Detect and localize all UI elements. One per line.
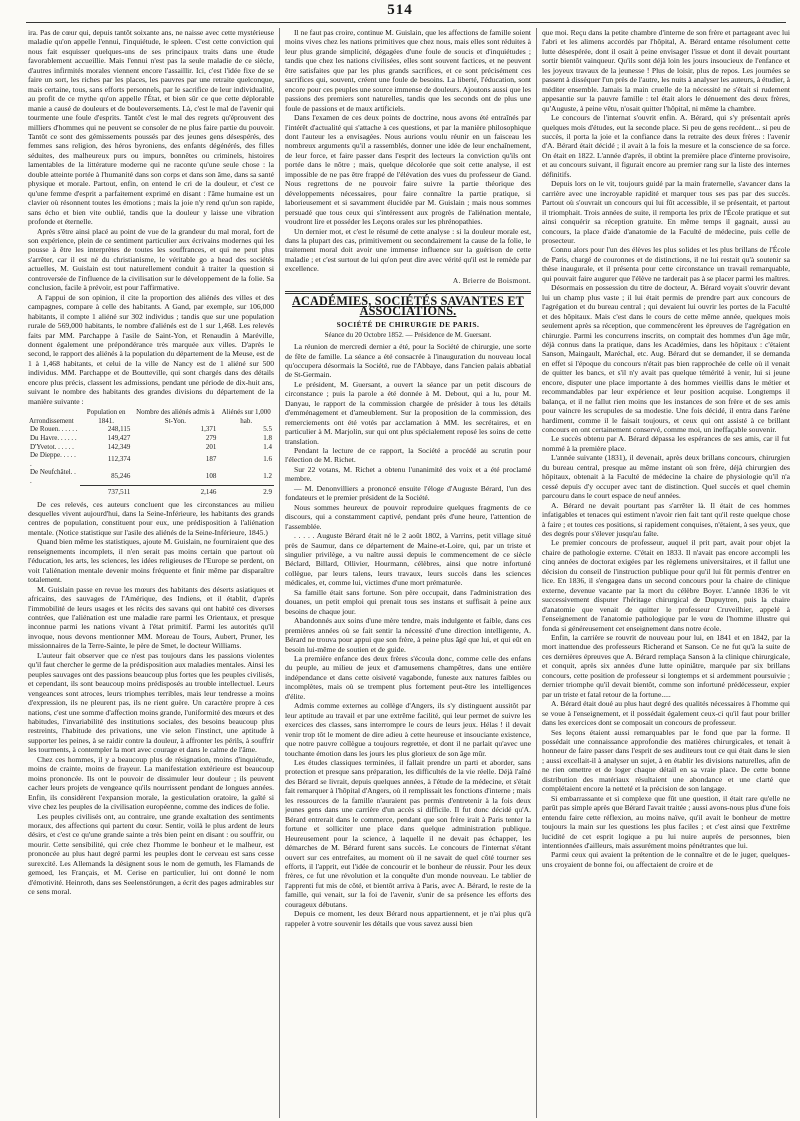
table-cell: 149,427 xyxy=(107,433,131,442)
table-cell: 1,371 xyxy=(200,425,217,434)
table-cell: 1.4 xyxy=(263,442,272,451)
table-cell: 737,511 xyxy=(80,485,132,496)
table-cell: D'Yvetot. . . . . . xyxy=(30,442,74,451)
session-meta: Séance du 20 Octobre 1852. — Présidence de M. Guersant. xyxy=(324,330,492,339)
paragraph: Sur 22 votans, M. Richet a obtenu l'unanimité des voix et a été proclamé membre. xyxy=(285,464,531,484)
paragraph: Chez ces hommes, il y a beaucoup plus de résignation, moins d'inquiétude, moins de crainte, moins de frayeur. La manifestation extérieure est beaucoup moins prononcée. Ils ont le pouvoir de dissimuler leur douleur ; ils peuvent cacher leurs projets de vengeance qu'ils nourrissent pendant de longues années. Enfin, ils considèrent l'expansion morale, la gesticulation oratoire, la gaîté si vive chez les peuples de la civilisation européenne, comme des indices de folie. xyxy=(28,754,274,812)
table-cell: 1.8 xyxy=(263,433,272,442)
paragraph: Dans l'examen de ces deux points de doctrine, nous avons été entraînés par l'intérêt d'actualité qui s'attache à ces questions, et par la manière philosophique dont l'auteur les a envisagées. Nous aurions voulu réunir en un faisceau les nombreux arguments qu'il a rassemblés, donner une idée de leur enchaînement, de leur force, et faire passer dans l'esprit des lecteurs la conviction qu'ils ont portée dans le nôtre ; mais, quelque décolorée que soit cette analyse, il est impossible de ne pas être frappé de l'élévation des vues du professeur de Gand. Nous regrettons de ne pouvoir faire suivre la partie théorique des développements nécessaires, pour faire connaître la partie pratique, si laborieusement et si savamment élucidée par M. Guislain ; mais nous sommes persuadé que tous ceux qui s'intéressent aux progrès de l'aliénation mentale, voudront lire et posséder les Leçons orales sur les phrénopathies. xyxy=(285,113,531,227)
table-cell: De Neufchâtel. . . xyxy=(30,468,76,485)
paragraph: Admis comme externes au collège d'Angers, ils s'y distinguent aussitôt par leur aptitude au travail et par une extrême facilité, qui leur permet de suivre les exercices des classes, sans interrompre le cours de leurs jeux. Hélas ! il devait venir trop tôt le moment de dire adieu à cette heureuse et insouciante existence, que notre pauvre collègue a toujours regrettée, et dont il ne parlait qu'avec une touchante émotion dans les jours les plus glorieux de son âge mûr. xyxy=(285,701,531,758)
paragraph: La réunion de mercredi dernier a été, pour la Société de chirurgie, une sorte de fête de famille. La séance a été consacrée à l'inauguration du nouveau local qu'occupera désormais la Société, rue de l'Abbaye, dans l'ancien palais abbatial de St-Germain. xyxy=(285,342,531,380)
paragraph: Un dernier mot, et c'est le résumé de cette analyse : si la douleur morale est, dans la plupart des cas, primitivement ou secondairement la cause de la folie, le traitement moral doit avoir une immense influence sur la guérison de cette maladie ; et c'est surtout de lui qu'on peut dire avec vérité qu'il est le remède par excellence. xyxy=(285,226,531,274)
paragraph: que moi. Reçu dans la petite chambre d'interne de son frère et partageant avec lui l'abri et les alimens accordés par l'hôpital, A. Bérard entame résolument cette lutte désespérée, dont il osait à peine envisager l'issue et dont il devait pourtant sortir bientôt vainqueur. Qu'ils sont déjà loin les jours insoucieux de l'enfance et les joyeux travaux de la jeunesse ! Plus de loisir, plus de repos. Les journées se passent à disséquer l'un près de l'autre, les nuits à analyser les auteurs, à étudier, à méditer ensemble. Jamais la main cruelle de la nécessité ne s'était si rudement appesantie sur la pauvre famille : tel était alors le dénuement des deux frères, qu'Auguste, à peine vêtu, n'osait quitter l'hôpital, ni même la chambre. xyxy=(542,28,790,113)
paragraph: Si embarrassante et si complexe que fût une question, il était rare qu'elle ne parût pas simple après que Bérard l'avait traitée ; aussi avons-nous plus d'une fois entendu faire cette réflexion, au moins naïve, qu'il avait le bonheur de mettre toujours la main sur les questions les plus faciles ; et c'est ainsi que l'extrême lucidité de cet esprit logique a pu lui nuire auprès de personnes, bien intentionnées d'ailleurs, mais assurément moins pénétrantes que lui. xyxy=(542,793,790,850)
paragraph: Depuis ce moment, les deux Bérard nous appartiennent, et je n'ai plus qu'à rappeler à votre souvenir les détails que vous savez aussi bien xyxy=(285,909,531,928)
table-header-row xyxy=(28,408,274,425)
table-cell: 2,146 xyxy=(132,485,218,496)
paragraph: Enfin, la carrière se rouvrit de nouveau pour lui, en 1841 et en 1842, par la mort inattendue des professeurs Richerand et Sanson. Ce ne fut qu'à la suite de ces dernières épreuves que A. Bérard remplaça Sanson à la clinique chirurgicale, et conquit, après six années d'une lutte opiniâtre, marquée par six brillans concours, cette position de professeur si longtemps et si ardemment poursuivie ; dernier triomphe qu'il devait bientôt, comme son infortuné prédécesseur, expier par un triste et fatal retour de la fortune..... xyxy=(542,633,790,699)
table-cell: 112,374 xyxy=(107,455,131,464)
table-cell: 142,349 xyxy=(107,442,131,451)
table-cell: 2.9 xyxy=(218,485,274,496)
author-signature: A. Brierre de Boismont. xyxy=(452,275,531,285)
table-cell: 1.6 xyxy=(263,455,272,464)
table-row xyxy=(28,425,274,434)
paragraph: A l'appui de son opinion, il cite la proportion des aliénés des villes et des campagnes, compare à celle des habitants. A Gand, par exemple, sur 106,000 habitants, il compte 1 aliéné sur 302 individus ; tandis que sur une population rurale de 569,000 habitants, le nombre d'aliénés est de 1 sur 1,468. Les relevés faits par MM. Parchappe à l'asile de Saint-Yon, et Renaudin à Maréville, donnent également une prépondérance très marquée aux villes. D'après le second, le rapport des aliénés à la population du département de la Meuse, est de 1 à 1,468 habitants, et celui de la ville de Nancy est de 1 aliéné sur 500 individus. MM. Parchappe et de Boutteville, qui sont chargés dans des détails encore plus précis, classent les admissions, pendant une période de dix-huit ans, suivant le nombre des habitants des grandes divisions du département de la manière suivante : xyxy=(28,292,274,406)
paragraph: — M. Denonvilliers a prononcé ensuite l'éloge d'Auguste Bérard, l'un des fondateurs et le premier président de la Société. xyxy=(285,483,531,503)
table-header: Arrondissement xyxy=(29,416,74,425)
paragraph: Nous sommes heureux de pouvoir reproduire quelques fragments de ce discours, qui a constamment captivé, pendant près d'une heure, l'attention de l'assemblée. xyxy=(285,502,531,531)
section-title: ACADÉMIES, SOCIÉTÉS SAVANTES ET ASSOCIATIONS. xyxy=(292,294,524,318)
paragraph: Pendant la lecture de ce rapport, la Société a procédé au scrutin pour l'élection de M. Richet. xyxy=(285,446,531,465)
paragraph: Le président, M. Guersant, a ouvert la séance par un petit discours de circonstance ; puis la parole a été donnée à M. Debout, qui a lu, pour M. Danyau, le rapport de la commission chargée de présider à tous les détails d'emménagement et d'ameublement. Sur la proposition de la commission, des remerciements ont été votés par acclamation à MM. les secrétaires, et en particulier à M. Marjolin, sur qui ont plus spécialement reposé les soins de cette translation. xyxy=(285,379,531,446)
page-number: 514 xyxy=(387,2,413,18)
paragraph: Parmi ceux qui avaient la prétention de le connaître et de le juger, quelques-uns croyaient de bonne foi, ou affectaient de croire et de xyxy=(542,850,790,869)
column-3 xyxy=(542,28,790,1118)
table-row xyxy=(28,451,274,468)
paragraph: Ses leçons étaient aussi remarquables par le fond que par la forme. Il possédait une connaissance approfondie des matières chirurgicales, et tenait à honneur de faire passer dans l'esprit de ses auditeurs tout ce qui était dans le sien ; aussi excellait-il à analyser un sujet, à en établir les divisions naturelles, afin de ne rien omettre et de loger chaque détail en sa vraie place. De cette bonne distribution des matériaux résultaient une abondance et une clarté que complétaient encore la netteté et la précision de son langage. xyxy=(542,727,790,794)
table-cell: 248,115 xyxy=(107,425,131,434)
paragraph: Les peuples civilisés ont, au contraire, une grande exaltation des sentiments moraux, des affections qui partent du cœur. Sentir, voilà le plus ardent de leurs désirs, et c'est ce qu'une grande sainte a très bien peint en disant : ou souffrir, ou mourir. Cette sensibilité, qui crée chez l'homme le bonheur et le malheur, est prononcée au plus haut degré parmi les peuples dont le cerveau est sans cesse surexcité. Les Allemands la désignent sous le nom de gemuth, les Flamands de gemoed, les Français, et M. Cerise en particulier, lui ont donné le nom d'émotivité. Heinroth, dans ses Seelenstörungen, a écrit des pages admirables sur ce sens moral. xyxy=(28,811,274,897)
statistics-table xyxy=(28,408,274,496)
table-header: Nombre des aliénés admis à St-Yon. xyxy=(136,408,215,425)
paragraph: Le succès obtenu par A. Bérard dépassa les espérances de ses amis, car il fut nommé à la première place. xyxy=(542,434,790,453)
table-cell: 279 xyxy=(205,433,217,442)
table-total-row xyxy=(28,485,274,496)
table-cell: 108 xyxy=(205,472,217,481)
paragraph: M. Guislain passe en revue les mœurs des habitants des déserts asiatiques et africains, des sauvages de l'Amérique, des Indiens, et il établit, d'après l'immobilité de leurs usages et les récits des savans qui ont habité ces diverses contrées, que l'aliénation est une maladie rare parmi les Orientaux, et presque inconnue parmi les nations vivant à l'état primitif. Parmi les autorités qu'il invoque, nous devons mentionner MM. Moreau de Tours, Aubert, Pruner, les missionnaires de la Terre-Sainte, le père de Smet, le docteur Williams. xyxy=(28,584,274,651)
paragraph: Les études classiques terminées, il fallait prendre un parti et aborder, sans protection et presque sans préparation, les difficultés de la vie réelle. Déjà l'aîné des Bérard se livrait, depuis quelques années, à l'étude de la médecine, et s'était fait remarquer à l'hôpital d'Angers, où il remplissait les fonctions d'interne ; mais les ressources de la famille n'auraient pas permis d'entretenir à la fois deux jeunes gens dans une carrière d'un accès si difficile. Il fut donc décidé qu'A. Bérard entrerait dans le commerce, pendant que son frère irait à Paris tenter la fortune et solliciter une place dans quelque administration publique. Heureusement pour la science, à laquelle il ne devait pas échapper, les démarches de M. Bérard furent sans succès. Le concours de l'internat s'étant ouvert sur ces entrefaites, au moment où il ne savait de quel côté tourner ses efforts, il l'apprit, eut l'idée de concourir et le bonheur de réussir. Pour les deux frères, ce fut une révolution et la conquête d'un monde nouveau. Le tablier de l'apprenti fut mis de côté, et bientôt arriva à Paris, avec A. Bérard, le reste de la famille, qui venait, sur la foi de l'avenir, s'unir de sa présence les efforts des courageux débutans. xyxy=(285,757,531,909)
paragraph: Connu alors pour l'un des élèves les plus solides et les plus brillans de l'École de Paris, chargé de couronnes et de distinctions, il ne lui restait qu'à soutenir sa thèse inaugurale, et il présenta pour cette circonstance un travail remarquable, qui pouvait faire augurer que l'élève ne tarderait pas à se placer parmi les maîtres. xyxy=(542,245,790,283)
paragraph: Depuis lors on le vit, toujours guidé par la main fraternelle, s'avancer dans la carrière avec une incroyable rapidité et marquer tous ses pas par des succès. Partout où s'ouvrait un concours qui lui fût accessible, il se présentait, et partout il triomphait. Trois années de suite, il remporta les prix de l'École pratique et sut ainsi conquérir sa réception gratuite. En même temps il gagnait, aussi au concours, la place d'aide d'anatomie de la Faculté de médecine, puis celle de prosecteur. xyxy=(542,179,790,245)
table-cell: De Rouen. . . . . . xyxy=(30,425,78,434)
column-divider xyxy=(536,28,537,1118)
table-header: Aliénés sur 1,000 hab. xyxy=(221,408,271,425)
paragraph: ira. Pas de cœur qui, depuis tantôt soixante ans, ne naisse avec cette mystérieuse maladie qu'on appelle l'ennui, l'inquiétude, le spleen. C'est cette conviction qui nous fait esquisser quelques-uns de ses principaux traits dans une étude favorablement accueillie. Mais l'ennui n'est pas la seule maladie de ce siècle, d'autres infirmités morales viennent encore l'assaillir. Ici, c'est l'idée fixe de se faire un sort, les riches par les places, les pauvres par une retraite quelconque, mais certaine, tous, sans efforts personnels, par le sacrifice de leur individualité, au profit de ce mythe qu'on appelle l'État, et bien sûr ce que cette déplorable manie a causé de douleurs et de bouleversements. Là, c'est le mal de l'avenir qui tourmente une foule d'esprits. Tantôt c'est le mal des regrets qu'éprouvent des milliers d'hommes qui ne peuvent se consoler de ne plus faire partie du pouvoir. Tantôt ce sont des gémissements poussés par des jeunes gens désespérés, des femmes sans religion, des héros byroniens, des enfants dégénérés, des filles séduites, des malheureux purs ou impurs, bonnêtes ou criminels, histoires lamentables de la littérature moderne qui ne raconte qu'une seule chose : la double atteinte portée à l'humanité dans son corps et dans son âme, dans sa santé physique et morale. Partout, enfin, on entend le cri de la douleur, et c'est ce qu'une femme d'esprit a parfaitement exprimé en disant : l'âme humaine est un clavier où résonnent toutes les émotions ; mais la joie n'y rend qu'un son rapide, sans écho et bien vite oublié, tandis que la douleur y laisse une vibration profonde et éternelle. xyxy=(28,28,274,227)
section-rule xyxy=(285,291,531,292)
society-title: SOCIÉTÉ DE CHIRURGIE DE PARIS. xyxy=(336,320,480,330)
paragraph: L'année suivante (1831), il devenait, après deux brillans concours, chirurgien du bureau central, presque au même instant où son frère, déjà chirurgien des hôpitaux, obtenait à la Faculté de médecine la chaire de physiologie qu'il n'a cessé depuis d'y occuper avec tant de distinction. Quel succès et quel chemin parcouru dans le court espace de neuf années. xyxy=(542,453,790,501)
paragraph: Il ne faut pas croire, continue M. Guislain, que les affections de famille soient moins vives chez les nations primitives que chez nous, mais elles sont réduites à leur plus grande simplicité, dégagées d'une foule de soucis et d'inquiétudes ; tandis que chez les nations civilisées, elles sont souvent factices, et ne peuvent être satisfaites que par les plus grands sacrifices, et ce sont précisément ces sacrifices qui, souvent, créent une foule de besoins. La liberté, l'éducation, sont encore pour ces peuples une source immense de douleurs. Ajoutons aussi que les passions des premiers sont naturelles, tandis que les seconds ont de plus une foule de passions et de maux artificiels. xyxy=(285,28,531,113)
table-cell: 85,246 xyxy=(111,472,131,481)
table-cell: Du Havre. . . . . . xyxy=(30,433,77,442)
table-cell: 1.2 xyxy=(263,472,272,481)
column-1 xyxy=(28,28,274,1118)
paragraph: A. Bérard ne devait pourtant pas s'arrêter là. Il était de ces hommes infatigables et tenaces qui estiment n'avoir rien fait tant qu'il reste quelque chose à faire ; et toutes ces positions, si rapidement conquises, n'étaient, à ses yeux, que des degrés pour s'élever jusqu'au faîte. xyxy=(542,500,790,539)
paragraph: Désormais en possession du titre de docteur, A. Bérard voyait s'ouvrir devant lui un champ plus vaste ; il lui était permis de prendre part aux concours de l'agrégation et du bureau central ; qui devaient lui ouvrir les portes de la Faculté et des hôpitaux. Mais c'est dans le cours de cette même année, quelques mois seulement après sa réception, que commencèrent les épreuves de l'agrégation en chirurgie. Parmi les concurrens inscrits, on comptait des hommes d'un âge mûr, déjà connus dans la pratique, dans les Académies, dans les hôpitaux : c'étaient Sanson, Maingault, Maréchal, etc. Aug. Bérard dut se demander, il se demanda en effet si l'époque du concours n'était pas bien rapprochée de celle où il venait de quitter les bancs, et s'il n'y avait pas quelque témérité à venir, lui si jeune encore, disputer une place importante à des hommes vieillis dans le métier et recommandables par leur expérience et leur position acquise. Longtemps il balança, et il ne fallut rien moins que les instances de son frère et de ses amis pour vaincre les scrupules de sa modestie. Une fois décidé, il entra dans l'arène hardiment, comme il le faisait toujours, et ceux qui ont assisté à ce brillant concours en ont certainement conservé, comme moi, un ineffaçable souvenir. xyxy=(542,283,790,435)
table-row xyxy=(28,434,274,443)
paragraph: La première enfance des deux frères s'écoula donc, comme celle des enfans du peuple, au milieu de jeux et d'amusemens champêtres, dans une entière indépendance et dans cette oisiveté vagabonde, funeste aux natures faibles ou incomplètes, mais où se trempent plus fortement peut-être les intelligences d'élite. xyxy=(285,654,531,701)
paragraph: De ces relevés, ces auteurs concluent que les circonstances au milieu desquelles vivent aujourd'hui, dans la Seine-Inférieure, les habitants des grands centres de population, constituent pour eux, une prédisposition à l'aliénation mentale. (Notice statistique sur l'asile des aliénés de la Seine-Inférieure, 1845.) xyxy=(28,499,274,537)
paragraph: A. Bérard était doué au plus haut degré des qualités nécessaires à l'homme qui se voue à l'enseignement, et il possédait également ceux-ci qu'il faut pour briller dans les exercices dont se composait un concours de professeur. xyxy=(542,699,790,728)
table-header: Population en 1841. xyxy=(86,408,126,425)
header-rule xyxy=(26,22,786,23)
column-2 xyxy=(285,28,531,1118)
paragraph: Après s'être ainsi placé au point de vue de la grandeur du mal moral, fort de son expérience, plein de ce sentiment particulier aux écrivains modernes qui les pousse à être les interprètes de toutes les souffrances, et qui ne peut plus s'arrêter, car il est né du christianisme, le véritable go a head des sociétés actuelles, M. Guislain est tout naturellement conduit à traiter la question si controversée de l'influence de la civilisation sur le développement de la folie. Sa conclusion, facile à prévoir, est pour l'affirmative. xyxy=(28,226,274,293)
table-cell: 201 xyxy=(205,442,217,451)
table-row xyxy=(28,468,274,485)
paragraph: Abandonnés aux soins d'une mère tendre, mais indulgente et faible, dans ces premières années où se fait sentir la nécessité d'une direction intelligente, A. Bérard ne trouva pour appui que son frère, à peine plus âgé que lui, et qui eût en besoin lui-même de soutien et de guide. xyxy=(285,616,531,654)
paragraph: Le concours de l'internat s'ouvrit enfin. A. Bérard, qui s'y présentait après quelques mois d'études, eut la seconde place. Si peu de gens recédent... si peu de succès, il porta la joie et la confiance dans la retraite des deux frères : l'avenir d'A. Bérard était décidé ; il avait à la fois la mesure et la conscience de sa force. On était en 1822. L'année d'après, il obtint la première place d'interne provisoire, et au concours suivant, il figurait encore au premier rang sur la liste des internes définitifs. xyxy=(542,113,790,179)
table-cell: 5.5 xyxy=(263,425,272,434)
column-divider xyxy=(279,28,280,1118)
paragraph: Le premier concours de professeur, auquel il prit part, avait pour objet la chaire de pathologie externe. C'était en 1833. Il n'avait pas encore accompli les cinq années de doctorat exigées par les règlemens universitaires, et il fallut une décision du conseil de l'instruction publique pour qu'il lui fût permis d'entrer en lice. En 1836, il s'engagea dans un second concours pour la chaire de clinique externe, devenue vacante par la mort du célèbre Boyer. L'année 1836 le vit successivement disputer l'héritage chirurgical de Dupuytren, puis la chaire d'anatomie que venait de quitter le professeur Cruveilhier, appelé à l'enseignement de l'anatomie pathologique par le vœu de l'homme illustre qui fonda si généreusement cet enseignement dans notre école. xyxy=(542,538,790,633)
paragraph: Quand bien même les statistiques, ajoute M. Guislain, ne fourniraient que des renseignements incomplets, il n'en serait pas moins certain que partout où l'éducation, les arts, les sciences, les idées religieuses de l'Europe se perdent, on voit l'aliénation mentale devenir moins fréquente et finir même par disparaître totalement. xyxy=(28,537,274,585)
table-cell: 187 xyxy=(205,455,217,464)
table-cell xyxy=(28,485,80,496)
table-cell: De Dieppe. . . . . . xyxy=(30,451,76,468)
paragraph: . . . . . Auguste Bérard était né le 2 août 1802, à Varrins, petit village situé près de Saumur, dans ce département de Maine-et-Loire, qui, par un triste et singulier privilège, a vu naître aussi depuis le commencement de ce siècle Béclard, Billard, Ollivier, Hourmann, célèbres, ainsi que notre infortuné collègue, par leurs talens, leurs travaux, leurs succès dans les sciences médicales, et, comme lui, victimes d'une mort prématurée. xyxy=(285,531,531,588)
paragraph: Sa famille était sans fortune. Son père occupait, dans l'administration des douanes, un petit emploi qui prenait tous ses instans et suffisait à peine aux besoins de chaque jour. xyxy=(285,587,531,616)
table-row xyxy=(28,443,274,452)
paragraph: L'auteur fait observer que ce n'est pas toujours dans les passions violentes qu'il faut chercher le germe de la prédisposition aux maladies mentales. Ainsi les peuples sauvages ont des passions beaucoup plus fortes que les peuples civilisés, et cependant, ils sont beaucoup moins prédisposés au trouble intellectuel. Leurs vengeances sont atroces, leurs triomphes terribles, mais leur tendresse a moins d'expression, ils ne pleurent pas, ils ne rient guère. Un caractère propre à ces nations, c'est une somme d'affection moins grande, l'uniformité des mœurs et des habitudes, l'invariabilité des institutions sociales, des besoins beaucoup plus restreints, l'habitude des privations, une vie selon l'instinct, une aptitude à supporter les peines, à se raidir contre la douleur, à affronter les périls, à souffrir les tourments, à contempler la mort avec courage et dans le calme de l'âme. xyxy=(28,650,274,755)
